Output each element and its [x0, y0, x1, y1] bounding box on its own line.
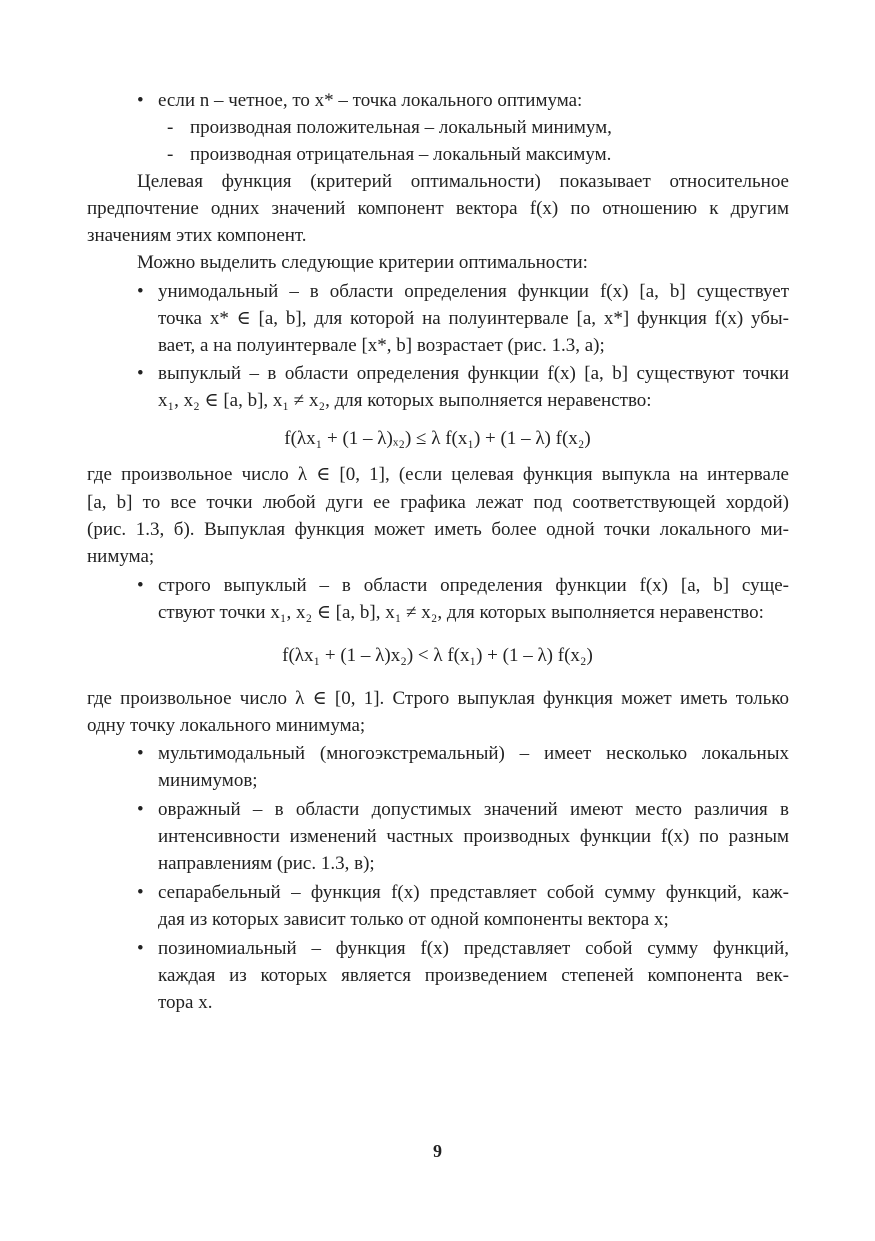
paragraph-line: (рис. 1.3, б). Выпуклая функция может иметь более одной точки локального ми- — [87, 519, 789, 540]
paragraph-line: Можно выделить следующие критерии оптимальности: — [137, 252, 588, 273]
paragraph-line: где произвольное число λ ∈ [0, 1]. Строго выпуклая функция может иметь только — [87, 688, 789, 709]
text-line: точка x* ∈ [a, b], для которой на полуинтервале [a, x*] функция f(x) убы- — [158, 308, 789, 329]
text-line: x₁, x₂ ∈ [a, b], x₁ ≠ x₂, для которых выполняется неравенство: — [158, 390, 652, 411]
text-line: каждая из которых является произведением степеней компонента век- — [158, 965, 789, 986]
page-number: 9 — [433, 1141, 442, 1161]
bullet-marker: • — [137, 882, 144, 903]
bullet-marker: • — [137, 799, 144, 820]
text-line: направлениям (рис. 1.3, в); — [158, 853, 375, 874]
text-line: строго выпуклый – в области определения функции f(x) [a, b] суще- — [158, 575, 789, 596]
text-line: тора x. — [158, 992, 213, 1013]
paragraph-line: [a, b] то все точки любой дуги ее графика лежат под соответствующей хордой) — [87, 492, 789, 513]
text-line: интенсивности изменений частных производных функции f(x) по разным — [158, 826, 789, 847]
paragraph-line: где произвольное число λ ∈ [0, 1], (если целевая функция выпукла на интервале — [87, 464, 789, 485]
text-line: выпуклый – в области определения функции f(x) [a, b] существуют точки — [158, 363, 789, 384]
paragraph-line: значениям этих компонент. — [87, 225, 307, 246]
paragraph-line: предпочтение одних значений компонент вектора f(x) по отношению к другим — [87, 198, 789, 219]
bullet-marker: • — [137, 363, 144, 384]
bullet-marker: • — [137, 90, 144, 111]
text-line: овражный – в области допустимых значений имеют место различия в — [158, 799, 789, 820]
bullet-marker: • — [137, 938, 144, 959]
text-line: дая из которых зависит только от одной компоненты вектора x; — [158, 909, 669, 930]
paragraph-line: Целевая функция (критерий оптимальности) показывает относительное — [137, 171, 789, 192]
bullet-marker: • — [137, 743, 144, 764]
text-line: ствуют точки x₁, x₂ ∈ [a, b], x₁ ≠ x₂, для которых выполняется неравенство: — [158, 602, 764, 623]
bullet-marker: • — [137, 281, 144, 302]
paragraph-line: одну точку локального минимума; — [87, 715, 366, 736]
text-line: унимодальный – в области определения функции f(x) [a, b] существует — [158, 281, 789, 302]
paragraph-line: нимума; — [87, 546, 155, 567]
text-line: мультимодальный (многоэкстремальный) – имеет несколько локальных — [158, 743, 789, 764]
text-line: вает, а на полуинтервале [x*, b] возрастает (рис. 1.3, а); — [158, 335, 605, 356]
text-line: если n – четное, то x* – точка локального оптимума: — [158, 90, 583, 111]
bullet-marker: • — [137, 575, 144, 596]
text-line: минимумов; — [158, 770, 258, 791]
dash-marker: - — [167, 144, 174, 165]
formula: f(λx₁ + (1 – λ)ₓ₂) ≤ λ f(x₁) + (1 – λ) f(x₂) — [284, 428, 591, 449]
text-line: производная отрицательная – локальный максимум. — [190, 144, 612, 165]
text-line: сепарабельный – функция f(x) представляет собой сумму функций, каж- — [158, 882, 789, 903]
text-line: производная положительная – локальный минимум, — [190, 117, 612, 138]
formula: f(λx₁ + (1 – λ)x₂) < λ f(x₁) + (1 – λ) f(x₂) — [282, 645, 593, 666]
text-line: позиномиальный – функция f(x) представляет собой сумму функций, — [158, 938, 789, 959]
dash-marker: - — [167, 117, 174, 138]
